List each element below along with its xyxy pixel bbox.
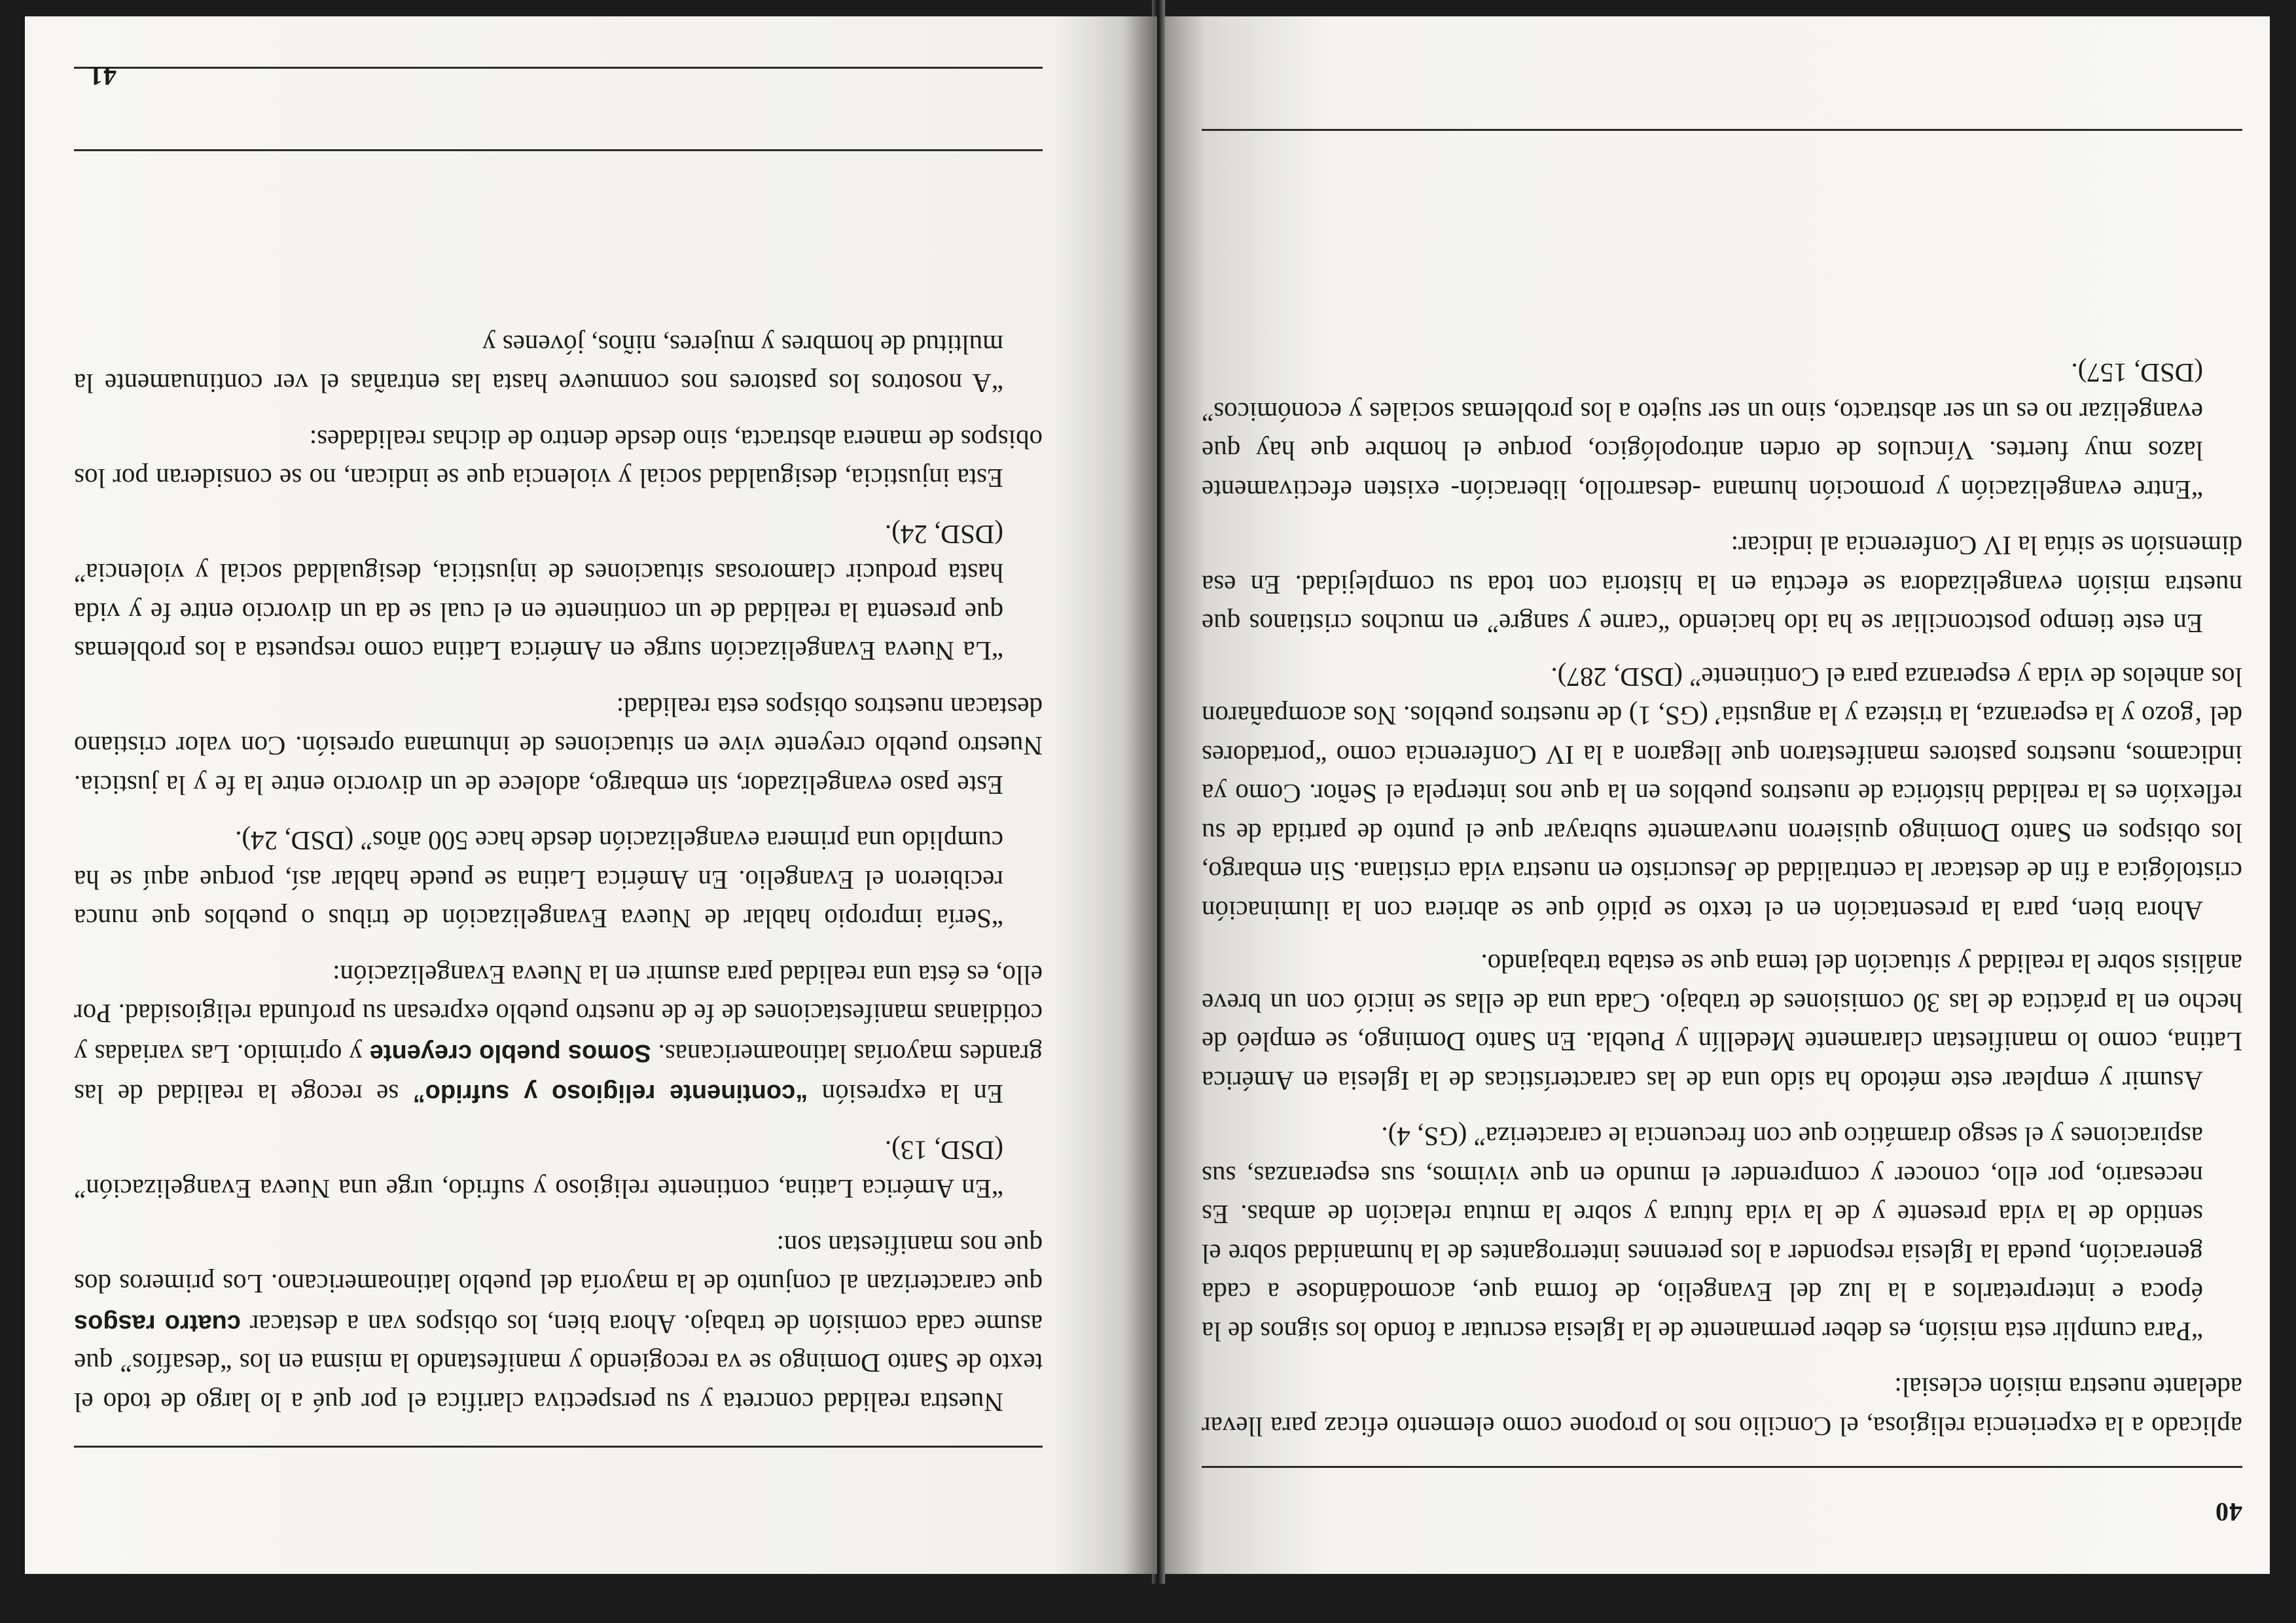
- bottom-rule: [74, 67, 1043, 69]
- header-rule: [74, 1446, 1043, 1448]
- paragraph: Asumir y emplear este método ha sido una de las características de la Iglesia en América Latina, como lo manifiestan claramente Medellín y Puebla. En Santo Domingo, se empleó de hecho en la práctica de las 30 comisiones de trabajo. Cada una de ellas se inició con un breve análisis sobre la realidad y situación del tema que se estaba trabajando.: [1202, 949, 2242, 1096]
- paragraph: En este tiempo postconciliar se ha ido haciendo “carne y sangre” en muchos cristianos que nuestra misión evangelizadora se efectúa en la historia con toda su complejidad. En esa dimensión se sitúa la IV Conferencia al indicar:: [1202, 531, 2242, 639]
- footer-rule: [1202, 129, 2242, 131]
- quotation: “A nosotros los pastores nos conmueve hasta las entrañas el ver continuamente la multitud de hombres y mujeres, niños, jóvenes y: [74, 330, 1003, 399]
- quotation: “La Nueva Evangelización surge en América Latina como respuesta a los problemas que presenta la realidad de un continente en el cual se da un divorcio entre fe y vida hasta producir clamorosas situaciones de injusticia, desigualdad social y violencia” (DSD, 24).: [74, 520, 1003, 667]
- paragraph: Ahora bien, para la presentación en el texto se pidió que se abriera con la iluminación cristológica a fin de destacar la centralidad de Jesucristo en nuestra vida cristiana. Sin embargo, los obispos en Santo Domingo quisieron nuevamente subrayar que el punto de partida de su reflexión es la realidad histórica de nuestros pueblos en la que nos interpela el Señor. Como ya indicamos, nuestros pastores manifestaron que llegaron a la IV Conferencia como “portadores del ‘gozo y la esperanza, la tristeza y la angustia’ (GS, 1) de nuestros pueblos. Nos acompañaron los anhelos de vida y esperanza para el Continente” (DSD, 287).: [1202, 662, 2242, 926]
- paragraph: Esta injusticia, desigualdad social y violencia que se indican, no se consideran por los obispos de manera abstracta, sino desde dentro de dichas realidades:: [74, 425, 1043, 494]
- quotation: “En América Latina, continente religioso y sufrido, urge una Nueva Evangelización” (DSD, 13).: [74, 1135, 1003, 1205]
- quotation: “Para cumplir esta misión, es deber permanente de la Iglesia escrutar a fondo los signos de la época e interpretarlos a la luz del Evangelio, de forma que, acomodándose a cada generación, pueda la Iglesia responder a los perennes interrogantes de la humanidad sobre el sentido de la vida presente y de la vida futura y sobre la mutua relación de ambas. Es necesario, por ello, conocer y comprender el mundo en que vivimos, sus esperanzas, sus aspiraciones y el sesgo dramático que con frecuencia le caracteriza” (GS, 4).: [1202, 1122, 2203, 1347]
- quotation: “Entre evangelización y promoción humana -desarrollo, liberación- existen efectivamente lazos muy fuertes. Vínculos de orden antropológico, porque el hombre que hay que evangelizar no es un ser abstracto, sino un ser sujeto a los problemas sociales y económicos” (DSD, 157).: [1202, 358, 2203, 505]
- paragraph: En la expresión “continente religioso y sufrido” se recoge la realidad de las grandes mayorías latinoamericanas. Somos pueblo creyente y oprimido. Las variadas y cotidianas manifestaciones de fe de nuestro pueblo expresan su profunda religiosidad. Por ello, es ésta una realidad para asumir en la Nueva Evangelización:: [73, 960, 1043, 1110]
- bold-phrase: cuatro rasgos: [74, 1310, 241, 1337]
- quotation: “Sería impropio hablar de Nueva Evangelización de tribus o pueblos que nunca recibieron el Evangelio. En América Latina se puede hablar así, porque aquí se ha cumplido una primera evangelización desde hace 500 años” (DSD, 24).: [74, 826, 1003, 935]
- bold-phrase: Somos pueblo creyente: [369, 1039, 651, 1067]
- paragraph: Nuestra realidad concreta y su perspectiva clarifica el por qué a lo largo de todo el texto de Santo Domingo se va recogiendo y manifestando la misma en los “desafíos” que asume cada comisión de trabajo. Ahora bien, los obispos van a destacar cuatro rasgos que caracterizan al conjunto de la mayoría del pueblo latinoamericano. Los primeros dos que nos manifiestan son:: [74, 1230, 1043, 1418]
- page-41: [25, 16, 1157, 1574]
- bold-phrase: “continente religioso y sufrido”: [412, 1079, 808, 1107]
- paragraph: Este paso evangelizador, sin embargo, adolece de un divorcio entre la fe y la justicia. Nuestro pueblo creyente vive en situaciones de inhumana opresión. Con valor cristiano destacan nuestros obispos esta realidad:: [74, 692, 1043, 800]
- page-41-body: [74, 325, 1043, 1422]
- page-number: 40: [2215, 1497, 2242, 1527]
- page-number: 41: [89, 62, 117, 91]
- footer-rule: [74, 149, 1043, 151]
- paragraph: aplicado a la experiencia religiosa, el Concilio nos lo propone como elemento eficaz para llevar adelante nuestra misión eclesial:: [1202, 1372, 2242, 1442]
- header-rule: [1202, 1466, 2242, 1468]
- page-40-body: [1202, 353, 2242, 1446]
- page-40: [1161, 16, 2270, 1574]
